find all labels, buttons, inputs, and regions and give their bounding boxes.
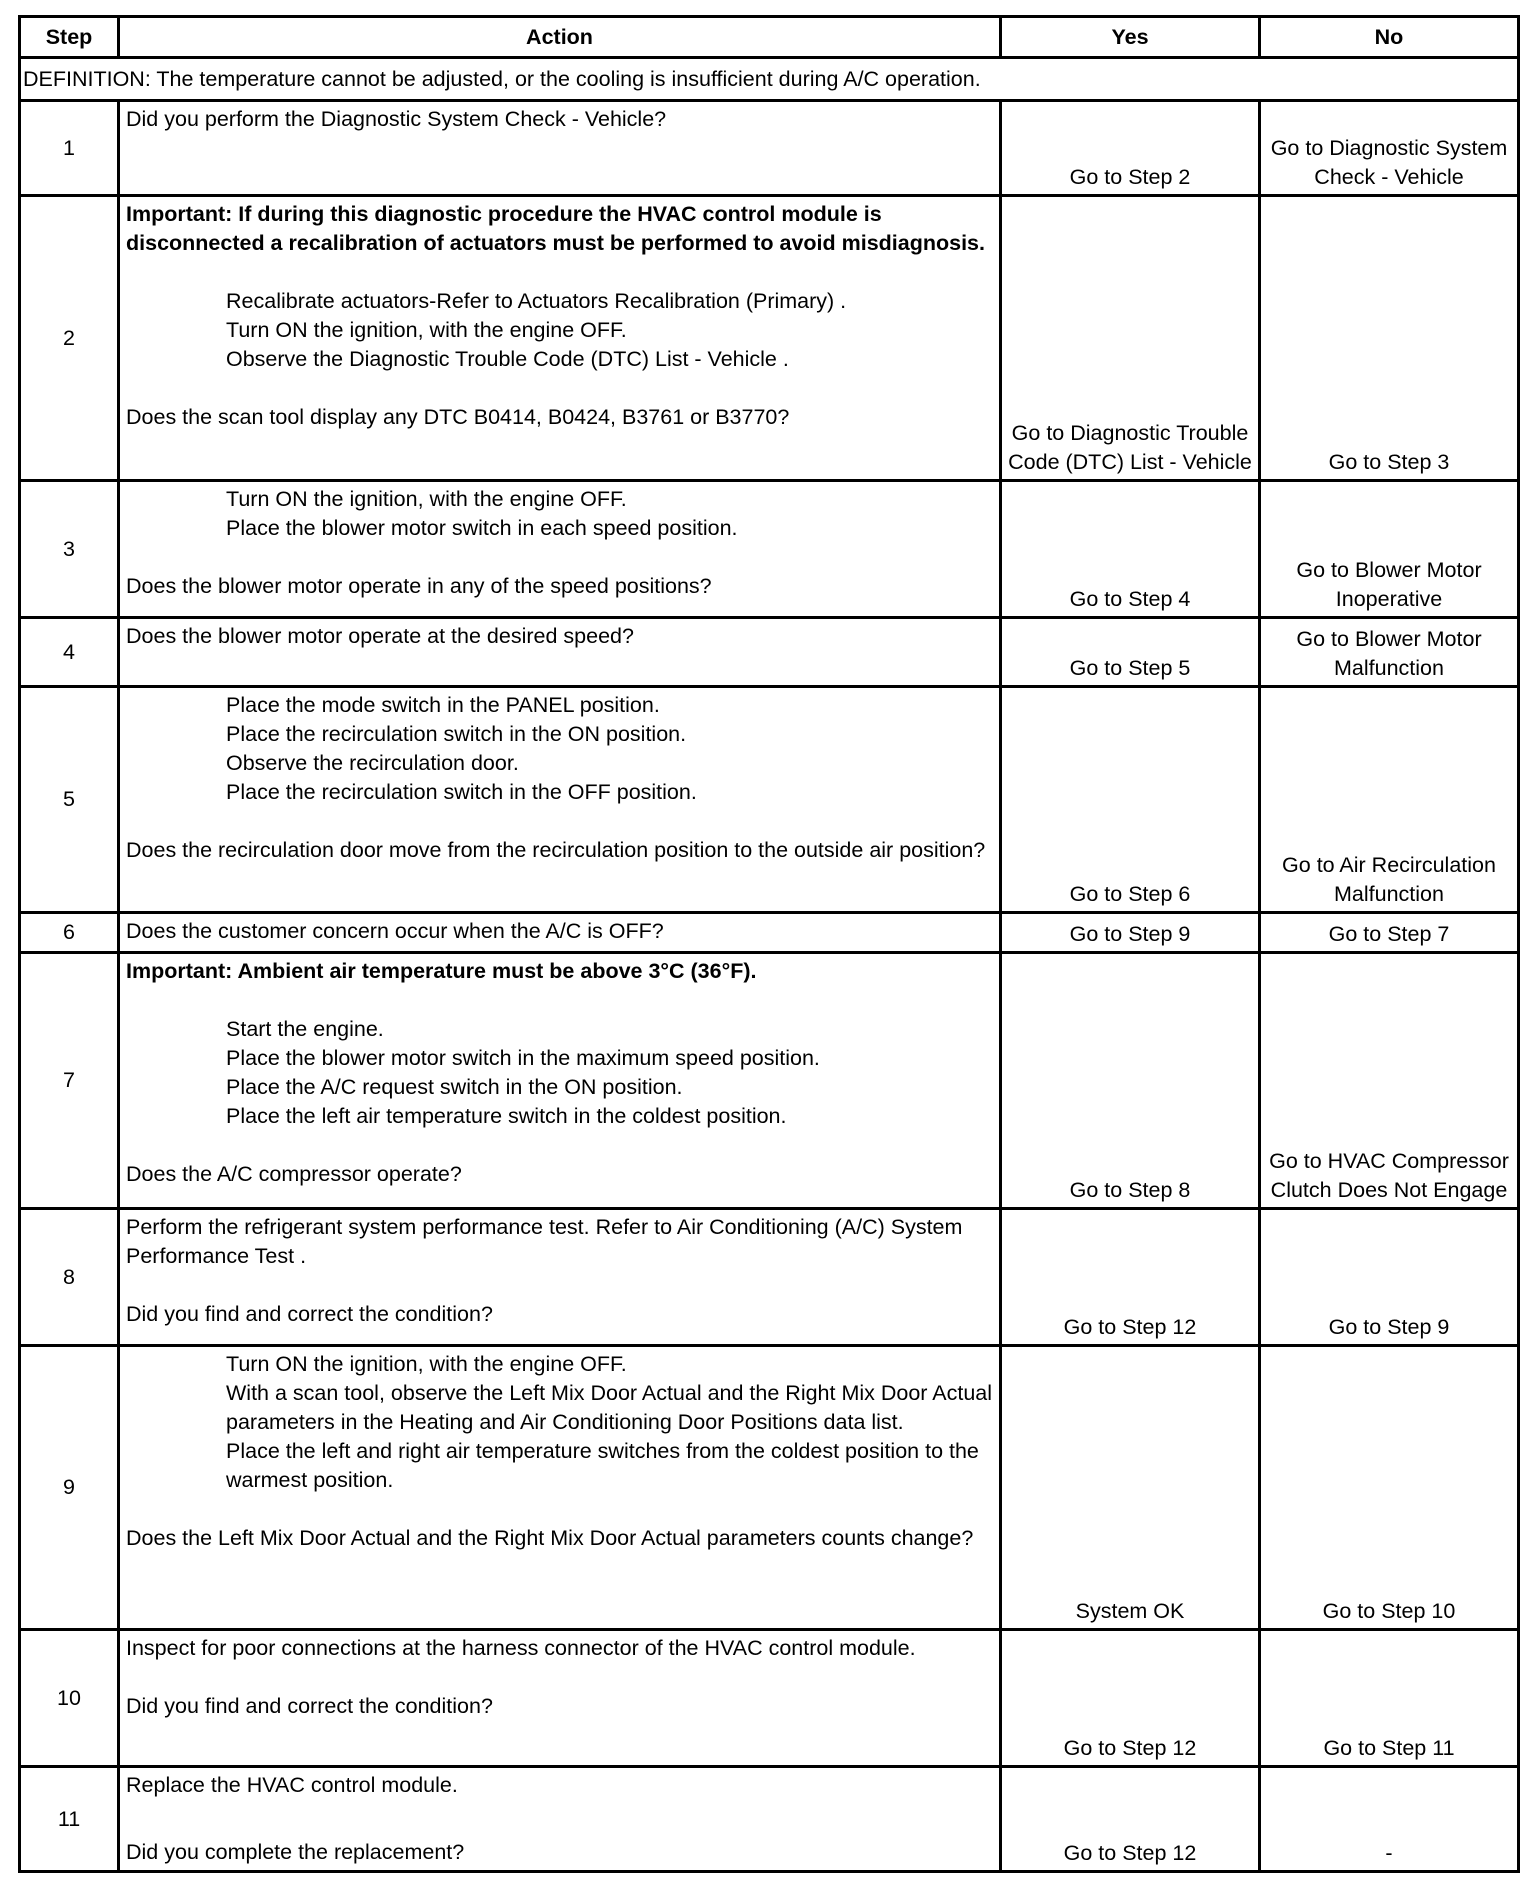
- instruction-item: Turn ON the ignition, with the engine OFF.: [226, 318, 627, 342]
- action-text: Replace the HVAC control module.: [126, 1773, 458, 1797]
- header-step: Step: [20, 17, 119, 58]
- yes-result: Go to Step 5: [1001, 618, 1260, 687]
- question-text: Does the A/C compressor operate?: [126, 1162, 462, 1186]
- definition-text: DEFINITION: The temperature cannot be adjusted, or the cooling is insufficient during A/C operation.: [20, 58, 1519, 101]
- table-row: [20, 953, 1519, 1209]
- yes-result: Go to Step 8: [1001, 953, 1260, 1209]
- table-row: [20, 1209, 1519, 1346]
- important-note: Important: If during this diagnostic procedure the HVAC control module is disconnected a recalibration of actuators must be performed to avoid misdiagnosis.: [126, 202, 985, 255]
- instruction-item: Observe the recirculation door.: [226, 751, 519, 775]
- no-result: Go to Diagnostic System Check - Vehicle: [1260, 101, 1519, 196]
- action-cell: [119, 196, 1001, 481]
- step-number: 3: [20, 481, 119, 618]
- action-cell: [119, 481, 1001, 618]
- question-text: Did you find and correct the condition?: [126, 1694, 493, 1718]
- no-result: Go to Step 11: [1260, 1630, 1519, 1767]
- step-number: 4: [20, 618, 119, 687]
- action-cell: [119, 953, 1001, 1209]
- table-row: [20, 618, 1519, 687]
- table-row: [20, 481, 1519, 618]
- question-text: Does the Left Mix Door Actual and the Right Mix Door Actual parameters counts change?: [126, 1526, 974, 1550]
- action-cell: [119, 101, 1001, 196]
- instruction-item: Recalibrate actuators-Refer to Actuators Recalibration (Primary) .: [226, 289, 847, 313]
- question-text: Does the customer concern occur when the A/C is OFF?: [126, 919, 664, 943]
- instruction-item: With a scan tool, observe the Left Mix Door Actual and the Right Mix Door Actual parameters in the Heating and Air Conditioning Door Positions data list.: [226, 1381, 993, 1434]
- no-result: Go to Step 7: [1260, 913, 1519, 953]
- step-number: 2: [20, 196, 119, 481]
- step-number: 1: [20, 101, 119, 196]
- no-result: Go to HVAC Compressor Clutch Does Not Engage: [1260, 953, 1519, 1209]
- action-cell: [119, 913, 1001, 953]
- instruction-item: Turn ON the ignition, with the engine OFF.: [226, 487, 627, 511]
- no-result: Go to Blower Motor Malfunction: [1260, 618, 1519, 687]
- step-number: 10: [20, 1630, 119, 1767]
- step-number: 6: [20, 913, 119, 953]
- yes-result: Go to Step 2: [1001, 101, 1260, 196]
- action-text: Inspect for poor connections at the harness connector of the HVAC control module.: [126, 1636, 916, 1660]
- yes-result: System OK: [1001, 1346, 1260, 1630]
- no-result: Go to Step 3: [1260, 196, 1519, 481]
- table-row: [20, 913, 1519, 953]
- no-result: Go to Air Recirculation Malfunction: [1260, 687, 1519, 913]
- yes-result: Go to Step 4: [1001, 481, 1260, 618]
- action-cell: [119, 1346, 1001, 1630]
- header-row: [20, 17, 1519, 58]
- instruction-item: Place the left and right air temperature switches from the coldest position to the warmest position.: [226, 1439, 979, 1492]
- no-result: Go to Step 10: [1260, 1346, 1519, 1630]
- instruction-item: Place the mode switch in the PANEL position.: [226, 693, 660, 717]
- question-text: Does the scan tool display any DTC B0414, B0424, B3761 or B3770?: [126, 405, 790, 429]
- yes-result: Go to Step 12: [1001, 1767, 1260, 1872]
- action-cell: [119, 1630, 1001, 1767]
- table-row: [20, 1630, 1519, 1767]
- header-action: Action: [119, 17, 1001, 58]
- no-result: Go to Blower Motor Inoperative: [1260, 481, 1519, 618]
- step-number: 5: [20, 687, 119, 913]
- question-text: Does the blower motor operate in any of the speed positions?: [126, 574, 712, 598]
- table-row: [20, 101, 1519, 196]
- definition-row: [20, 58, 1519, 101]
- question-text: Did you find and correct the condition?: [126, 1302, 493, 1326]
- table-row: [20, 687, 1519, 913]
- table-row: [20, 1767, 1519, 1872]
- table-row: [20, 196, 1519, 481]
- action-cell: [119, 618, 1001, 687]
- diagnostic-table: [18, 15, 1520, 1873]
- instruction-item: Place the recirculation switch in the ON position.: [226, 722, 687, 746]
- question-text: Does the recirculation door move from the recirculation position to the outside air position?: [126, 838, 986, 862]
- step-number: 7: [20, 953, 119, 1209]
- question-text: Does the blower motor operate at the desired speed?: [126, 624, 634, 648]
- yes-result: Go to Step 6: [1001, 687, 1260, 913]
- yes-result: Go to Step 12: [1001, 1630, 1260, 1767]
- yes-result: Go to Diagnostic Trouble Code (DTC) List - Vehicle: [1001, 196, 1260, 481]
- instruction-item: Place the recirculation switch in the OFF position.: [226, 780, 697, 804]
- no-result: Go to Step 9: [1260, 1209, 1519, 1346]
- step-number: 8: [20, 1209, 119, 1346]
- instruction-item: Start the engine.: [226, 1017, 384, 1041]
- instruction-item: Place the left air temperature switch in the coldest position.: [226, 1104, 787, 1128]
- question-text: Did you perform the Diagnostic System Check - Vehicle?: [126, 107, 667, 131]
- no-result: -: [1260, 1767, 1519, 1872]
- instruction-item: Observe the Diagnostic Trouble Code (DTC) List - Vehicle .: [226, 347, 789, 371]
- header-no: No: [1260, 17, 1519, 58]
- table-row: [20, 1346, 1519, 1630]
- important-note: Important: Ambient air temperature must be above 3°C (36°F).: [126, 959, 757, 983]
- yes-result: Go to Step 9: [1001, 913, 1260, 953]
- step-number: 9: [20, 1346, 119, 1630]
- instruction-item: Turn ON the ignition, with the engine OFF.: [226, 1352, 627, 1376]
- step-number: 11: [20, 1767, 119, 1872]
- action-cell: [119, 1767, 1001, 1872]
- header-yes: Yes: [1001, 17, 1260, 58]
- instruction-item: Place the blower motor switch in each speed position.: [226, 516, 738, 540]
- yes-result: Go to Step 12: [1001, 1209, 1260, 1346]
- instruction-item: Place the A/C request switch in the ON position.: [226, 1075, 683, 1099]
- action-cell: [119, 687, 1001, 913]
- action-text: Perform the refrigerant system performance test. Refer to Air Conditioning (A/C) System Performance Test .: [126, 1215, 963, 1268]
- question-text: Did you complete the replacement?: [126, 1840, 465, 1864]
- action-cell: [119, 1209, 1001, 1346]
- instruction-item: Place the blower motor switch in the maximum speed position.: [226, 1046, 820, 1070]
